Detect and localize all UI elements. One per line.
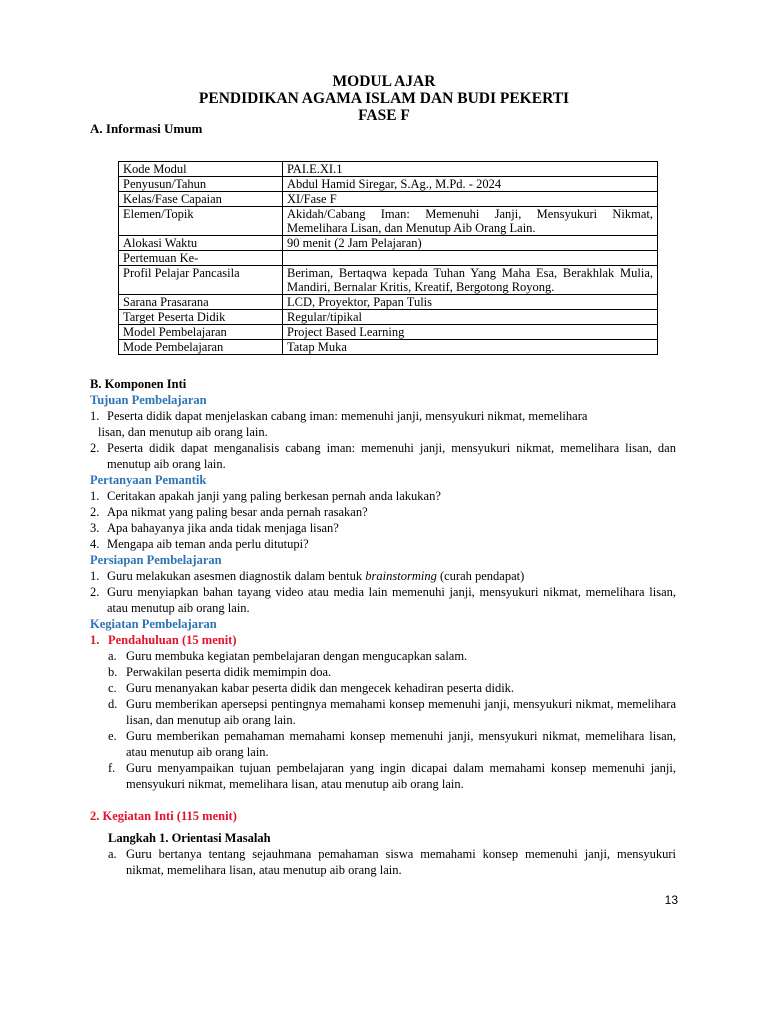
pendahuluan-list [90, 648, 676, 792]
pendahuluan-item [90, 680, 676, 696]
info-value: Akidah/Cabang Iman: Memenuhi Janji, Mensyukuri Nikmat, Memelihara Lisan, dan Menutup Aib Orang Lain. [283, 207, 658, 236]
document-phase: FASE F [358, 107, 410, 124]
info-key: Pertemuan Ke- [119, 251, 283, 266]
page-number: 13 [664, 893, 678, 907]
info-value: XI/Fase F [283, 192, 658, 207]
info-row [119, 325, 658, 340]
item-number: 1. [90, 489, 100, 503]
info-key: Kelas/Fase Capaian [119, 192, 283, 207]
item-number: 1. [90, 569, 100, 583]
tujuan-item [90, 440, 676, 472]
inti-list [90, 846, 676, 878]
info-key: Sarana Prasarana [119, 295, 283, 310]
info-key: Model Pembelajaran [119, 325, 283, 340]
info-row [119, 192, 658, 207]
item-number: d. [108, 697, 118, 711]
item-text: Apa bahayanya jika anda tidak menjaga lisan? [107, 521, 339, 535]
persiapan-item [90, 584, 676, 616]
section-a-heading: A. Informasi Umum [90, 121, 203, 136]
pendahuluan-item [90, 664, 676, 680]
item-number: 4. [90, 537, 100, 551]
pendahuluan-heading: 1. Pendahuluan (15 menit) [90, 633, 237, 647]
general-info-table [118, 161, 658, 355]
info-key: Alokasi Waktu [119, 236, 283, 251]
item-number: 2. [90, 585, 100, 599]
info-value: 90 menit (2 Jam Pelajaran) [283, 236, 658, 251]
item-text: Guru memberikan apersepsi pentingnya memahami konsep memenuhi janji, mensyukuri nikmat, memelihara lisan, dan menutup aib orang lain. [126, 697, 676, 727]
document-subject: PENDIDIKAN AGAMA ISLAM DAN BUDI PEKERTI [198, 90, 570, 107]
item-number: 2. [90, 505, 100, 519]
info-key: Elemen/Topik [119, 207, 283, 236]
inti-heading: 2. Kegiatan Inti (115 menit) [90, 809, 237, 823]
langkah-heading: Langkah 1. Orientasi Masalah [108, 831, 271, 845]
info-value: Abdul Hamid Siregar, S.Ag., M.Pd. - 2024 [283, 177, 658, 192]
item-number: 1. [90, 409, 100, 423]
info-key: Kode Modul [119, 162, 283, 177]
inti-item [90, 846, 676, 878]
info-row [119, 177, 658, 192]
item-text: Guru memberikan pemahaman memahami konsep memenuhi janji, mensyukuri nikmat, memelihara lisan, atau menutup aib orang lain. [126, 729, 676, 759]
info-key: Penyusun/Tahun [119, 177, 283, 192]
item-text: Peserta didik dapat menganalisis cabang iman: memenuhi janji, mensyukuri nikmat, memelihara lisan, dan menutup aib orang lain. [107, 441, 676, 471]
info-value: LCD, Proyektor, Papan Tulis [283, 295, 658, 310]
info-value: Beriman, Bertaqwa kepada Tuhan Yang Maha Esa, Berakhlak Mulia, Mandiri, Bernalar Kritis, Kreatif, Bergotong Royong. [283, 266, 658, 295]
item-text: Guru menanyakan kabar peserta didik dan mengecek kehadiran peserta didik. [126, 681, 515, 695]
item-text: Guru menyiapkan bahan tayang video atau media lain memenuhi janji, mensyukuri nikmat, memelihara lisan, atau menutup aib orang lain. [107, 585, 676, 615]
item-number: 2. [90, 441, 100, 455]
pemantik-item [90, 488, 676, 504]
info-row [119, 236, 658, 251]
pemantik-item [90, 520, 676, 536]
pemantik-item [90, 536, 676, 552]
item-number: b. [108, 665, 118, 679]
pendahuluan-item [90, 696, 676, 728]
info-row [119, 207, 658, 236]
item-text: Apa nikmat yang paling besar anda pernah rasakan? [107, 505, 368, 519]
pendahuluan-item [90, 728, 676, 760]
item-text: Guru bertanya tentang sejauhmana pemahaman siswa memahami konsep memenuhi janji, mensyukuri nikmat, memelihara lisan, atau menutup aib orang lain. [126, 847, 676, 877]
item-text: Perwakilan peserta didik memimpin doa. [126, 665, 332, 679]
document-title: MODUL AJAR [332, 73, 436, 90]
info-value [283, 251, 658, 266]
section-b-heading: B. Komponen Inti [90, 377, 187, 391]
info-row [119, 310, 658, 325]
info-value: PAI.E.XI.1 [283, 162, 658, 177]
pemantik-list [90, 488, 676, 552]
item-number: a. [108, 649, 117, 663]
pendahuluan-item [90, 648, 676, 664]
info-row [119, 162, 658, 177]
info-value: Tatap Muka [283, 340, 658, 355]
tujuan-item [90, 408, 676, 424]
item-number: 3. [90, 521, 100, 535]
item-number: a. [108, 847, 117, 861]
item-number: f. [108, 761, 116, 775]
info-value: Regular/tipikal [283, 310, 658, 325]
tujuan-heading: Tujuan Pembelajaran [90, 393, 207, 407]
kegiatan-heading: Kegiatan Pembelajaran [90, 617, 217, 631]
info-value: Project Based Learning [283, 325, 658, 340]
info-row [119, 295, 658, 310]
pemantik-heading: Pertanyaan Pemantik [90, 473, 207, 487]
info-row [119, 266, 658, 295]
item-text: Peserta didik dapat menjelaskan cabang iman: memenuhi janji, mensyukuri nikmat, memelihara [107, 409, 588, 423]
emphasis-term: brainstorming [365, 569, 437, 583]
info-row [119, 251, 658, 266]
info-key: Mode Pembelajaran [119, 340, 283, 355]
persiapan-item [90, 568, 676, 584]
info-row [119, 340, 658, 355]
info-key: Profil Pelajar Pancasila [119, 266, 283, 295]
persiapan-heading: Persiapan Pembelajaran [90, 553, 222, 567]
item-text: Guru melakukan asesmen diagnostik dalam bentuk brainstorming (curah pendapat) [107, 569, 525, 583]
section-b [90, 376, 676, 878]
item-number: c. [108, 681, 117, 695]
pemantik-item [90, 504, 676, 520]
item-text: Guru menyampaikan tujuan pembelajaran yang ingin dicapai dalam memahami konsep memenuhi janji, mensyukuri nikmat, memelihara lisan, atau menutup aib orang lain. [126, 761, 676, 791]
info-key: Target Peserta Didik [119, 310, 283, 325]
item-number: e. [108, 729, 117, 743]
item-text: Ceritakan apakah janji yang paling berkesan pernah anda lakukan? [107, 489, 441, 503]
item-text: Mengapa aib teman anda perlu ditutupi? [107, 537, 309, 551]
item-text: Guru membuka kegiatan pembelajaran dengan mengucapkan salam. [126, 649, 468, 663]
tujuan-item-continuation: lisan, dan menutup aib orang lain. [98, 425, 268, 439]
pendahuluan-item [90, 760, 676, 792]
